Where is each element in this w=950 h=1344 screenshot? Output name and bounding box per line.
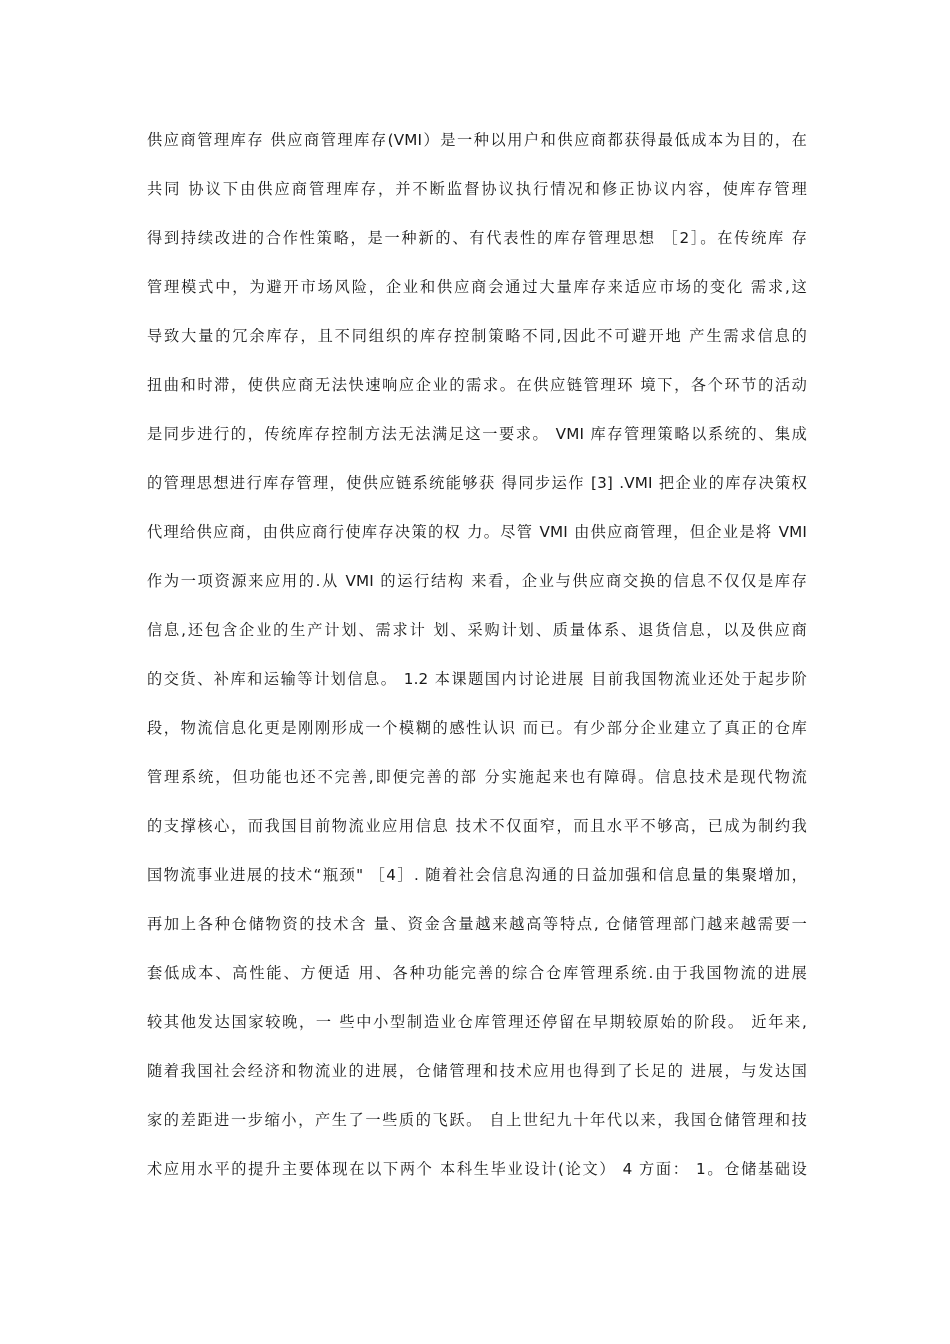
text-line: 的支撑核心，而我国目前物流业应用信息 技术不仅面窄，而且水平不够高，已成为制约我 [147, 817, 807, 835]
text-line: 的管理思想进行库存管理，使供应链系统能够获 得同步运作 [3] .VMI 把企业的库存决策权 [147, 474, 807, 492]
text-line: 信息,还包含企业的生产计划、需求计 划、采购计划、质量体系、退货信息，以及供应商 [147, 621, 807, 639]
text-line: 家的差距进一步缩小，产生了一些质的飞跃。 自上世纪九十年代以来，我国仓储管理和技 [147, 1111, 807, 1129]
text-line: 再加上各种仓储物资的技术含 量、资金含量越来越高等特点, 仓储管理部门越来越需要一 [147, 915, 807, 933]
text-line: 是同步进行的，传统库存控制方法无法满足这一要求。 VMI 库存管理策略以系统的、集成 [147, 425, 807, 443]
body-text [147, 116, 807, 1194]
text-line: 得到持续改进的合作性策略，是一种新的、有代表性的库存管理思想 ［2］。在传统库 存 [147, 229, 807, 247]
text-line: 较其他发达国家较晚，一 些中小型制造业仓库管理还停留在早期较原始的阶段。 近年来, [147, 1013, 807, 1031]
text-line: 段，物流信息化更是刚刚形成一个模糊的感性认识 而已。有少部分企业建立了真正的仓库 [147, 719, 807, 737]
text-line: 扭曲和时滞，使供应商无法快速响应企业的需求。在供应链管理环 境下，各个环节的活动 [147, 376, 807, 394]
text-line: 术应用水平的提升主要体现在以下两个 本科生毕业设计(论文） 4 方面： 1。仓储基础设 [147, 1160, 807, 1178]
text-line: 随着我国社会经济和物流业的进展，仓储管理和技术应用也得到了长足的 进展，与发达国 [147, 1062, 807, 1080]
text-line: 供应商管理库存 供应商管理库存(VMI）是一种以用户和供应商都获得最低成本为目的，在 [147, 131, 807, 149]
text-line: 作为一项资源来应用的.从 VMI 的运行结构 来看，企业与供应商交换的信息不仅仅是库存 [147, 572, 807, 590]
text-line: 共同 协议下由供应商管理库存，并不断监督协议执行情况和修正协议内容，使库存管理 [147, 180, 807, 198]
text-line: 管理系统，但功能也还不完善,即便完善的部 分实施起来也有障碍。信息技术是现代物流 [147, 768, 807, 786]
text-line: 套低成本、高性能、方便适 用、各种功能完善的综合仓库管理系统.由于我国物流的进展 [147, 964, 807, 982]
text-line: 管理模式中，为避开市场风险，企业和供应商会通过大量库存来适应市场的变化 需求,这 [147, 278, 807, 296]
text-line: 的交货、补库和运输等计划信息。 1.2 本课题国内讨论进展 目前我国物流业还处于起步阶 [147, 670, 807, 688]
text-line: 导致大量的冗余库存，且不同组织的库存控制策略不同,因此不可避开地 产生需求信息的 [147, 327, 807, 345]
text-line: 代理给供应商，由供应商行使库存决策的权 力。尽管 VMI 由供应商管理，但企业是将 VMI [147, 523, 807, 541]
text-line: 国物流事业进展的技术“瓶颈" ［4］. 随着社会信息沟通的日益加强和信息量的集聚增加， [147, 866, 807, 884]
